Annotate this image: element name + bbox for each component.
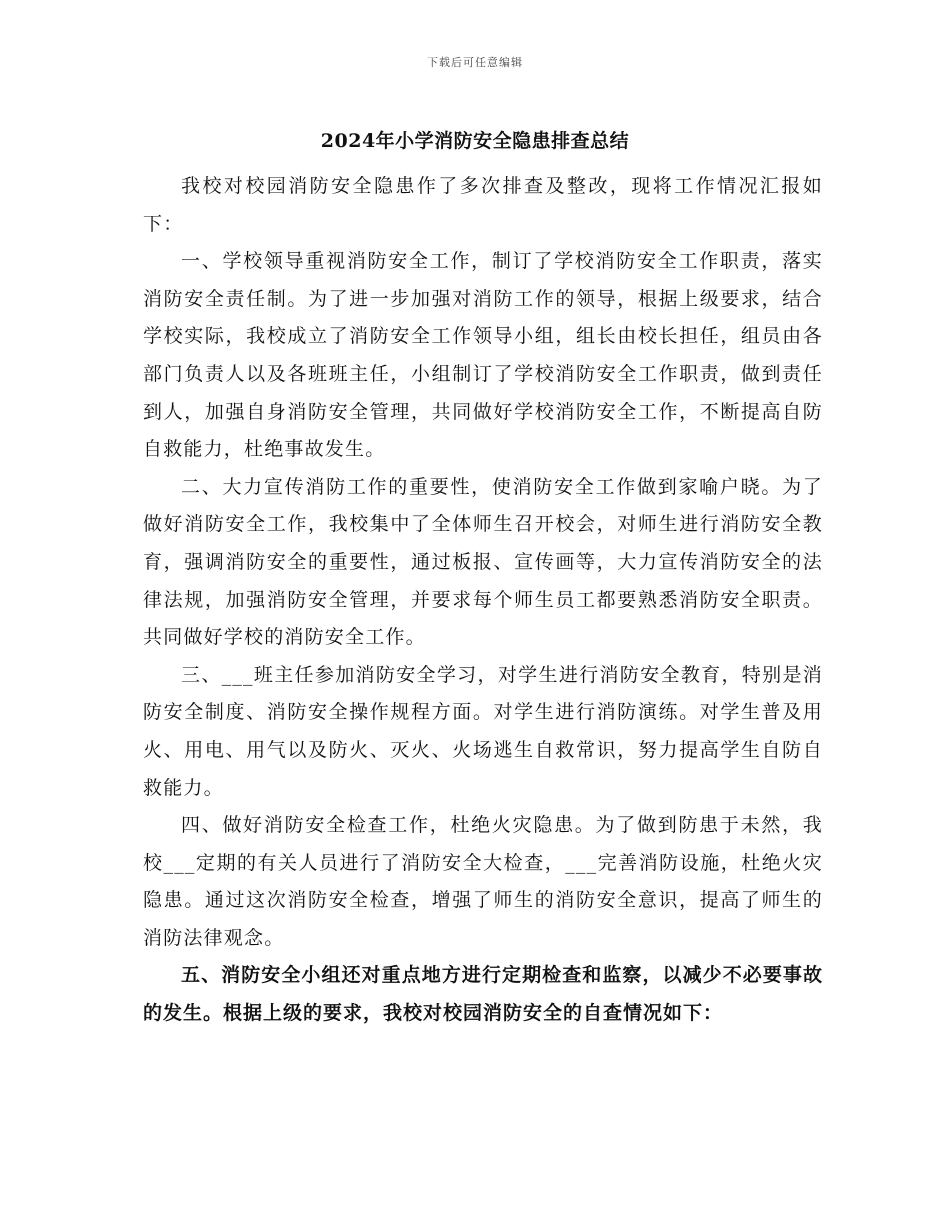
paragraph-section-3: 三、___班主任参加消防安全学习，对学生进行消防安全教育，特别是消防安全制度、消防安全操作规程方面。对学生进行消防演练。对学生普及用火、用电、用气以及防火、灭火、火场逃生自救常识，努力提高学生自防自救能力。 xyxy=(143,663,823,799)
document-title: 2024年小学消防安全隐患排查总结 xyxy=(320,130,630,152)
paragraph-section-5: 五、消防安全小组还对重点地方进行定期检查和监察，以减少不必要事故的发生。根据上级的要求，我校对校园消防安全的自查情况如下： xyxy=(143,964,823,1025)
paragraph-section-2: 二、大力宣传消防工作的重要性，使消防安全工作做到家喻户晓。为了做好消防安全工作，我校集中了全体师生召开校会，对师生进行消防安全教育，强调消防安全的重要性，通过板报、宣传画等，大力宣传消防安全的法律法规，加强消防安全管理，并要求每个师生员工都要熟悉消防安全职责。共同做好学校的消防安全工作。 xyxy=(143,475,823,649)
paragraph-section-4: 四、做好消防安全检查工作，杜绝火灾隐患。为了做到防患于未然，我校___定期的有关人员进行了消防安全大检查，___完善消防设施，杜绝火灾隐患。通过这次消防安全检查，增强了师生的消防安全意识，提高了师生的消防法律观念。 xyxy=(143,814,823,949)
paragraph-intro: 我校对校园消防安全隐患作了多次排查及整改，现将工作情况汇报如下： xyxy=(143,175,823,235)
page-header-note: 下载后可任意编辑 xyxy=(427,56,523,69)
document-body xyxy=(143,168,823,1033)
paragraph-section-1: 一、学校领导重视消防安全工作，制订了学校消防安全工作职责，落实消防安全责任制。为了进一步加强对消防工作的领导，根据上级要求，结合学校实际，我校成立了消防安全工作领导小组，组长由校长担任，组员由各部门负责人以及各班班主任，小组制订了学校消防安全工作职责，做到责任到人，加强自身消防安全管理，共同做好学校消防安全工作，不断提高自防自救能力，杜绝事故发生。 xyxy=(143,250,823,461)
